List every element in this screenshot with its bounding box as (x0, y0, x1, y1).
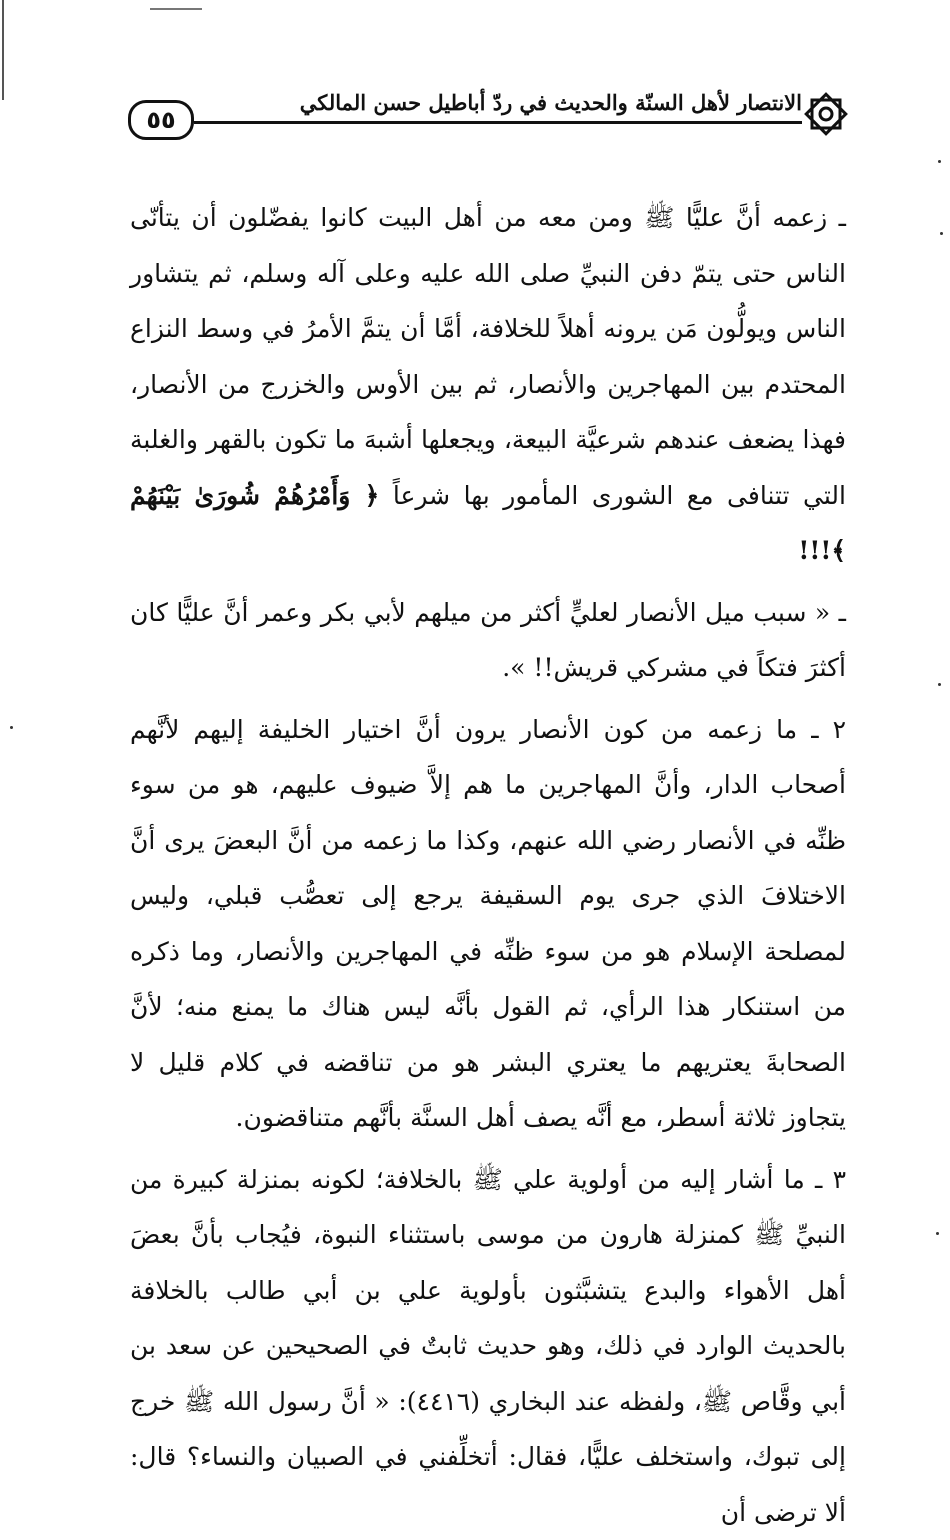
page-number: ٥٥ (128, 100, 194, 140)
scan-speck (940, 232, 943, 235)
paragraph-claim-ali-delay (130, 190, 846, 579)
header-rule (194, 121, 802, 124)
page-body (130, 190, 846, 1540)
quran-verse: ﴿ وَأَمْرُهُمْ شُورَىٰ بَيْنَهُمْ ﴾!!! (130, 481, 846, 566)
paragraph-text: ـ زعمه أنَّ عليًّا ﷺ ومن معه من أهل البيت كانوا يفضّلون أن يتأنّى الناس حتى يتمّ دفن النبيِّ صلى الله عليه وعلى آله وسلم، ثم يتشاور الناس ويولُّون مَن يرونه أهلاً للخلافة، أمَّا أن يتمَّ الأمرُ في وسط النزاع المحتدم بين المهاجرين والأنصار، ثم بين الأوس والخزرج من الأنصار، فهذا يضعف عندهم شرعيَّة البيعة، ويجعلها أشبهَ ما تكون بالقهر والغلبة التي تتنافى مع الشورى المأمور بها شرعاً (130, 203, 846, 510)
scan-speck (936, 1232, 939, 1235)
paragraph-point-2: ٢ ـ ما زعمه من كون الأنصار يرون أنَّ اختيار الخليفة إليهم لأنَّهم أصحاب الدار، وأنَّ المهاجرين ما هم إلاَّ ضيوف عليهم، هو من سوء ظنِّه في الأنصار رضي الله عنهم، وكذا ما زعمه من أنَّ البعضَ يرى أنَّ الاختلافَ الذي جرى يوم السقيفة يرجع إلى تعصُّب قبلي، وليس لمصلحة الإسلام هو من سوء ظنِّه في المهاجرين والأنصار، وما ذكره من استنكار هذا الرأي، ثم القول بأنَّه ليس هناك ما يمنع منه؛ لأنَّ الصحابةَ يعتريهم ما يعتري البشر هو من تناقضه في كلام قليل لا يتجاوز ثلاثة أسطر، مع أنَّه يصف أهل السنَّة بأنَّهم متناقضون. (130, 702, 846, 1146)
scan-speck (10, 726, 13, 729)
scan-speck (938, 683, 941, 686)
octagram-ornament-icon (802, 90, 850, 138)
scan-speck (938, 160, 941, 163)
paragraph-point-3: ٣ ـ ما أشار إليه من أولوية علي ﷺ بالخلافة؛ لكونه بمنزلة كبيرة من النبيِّ ﷺ كمنزلة هارون من موسى باستثناء النبوة، فيُجاب بأنَّ بعضَ أهل الأهواء والبدع يتشبَّثون بأولوية علي بن أبي طالب بالخلافة بالحديث الوارد في ذلك، وهو حديث ثابتٌ في الصحيحين عن سعد بن أبي وقَّاص ﷺ، ولفظه عند البخاري (٤٤١٦): « أنَّ رسول الله ﷺ خرج إلى تبوك، واستخلف عليًّا، فقال: أتخلِّفني في الصبيان والنساء؟ قال: ألا ترضى أن (130, 1152, 846, 1540)
scan-edge-mark (150, 8, 202, 10)
scan-edge-mark (2, 0, 4, 100)
paragraph-ansar-inclination: ـ « سبب ميل الأنصار لعليٍّ أكثر من ميلهم لأبي بكر وعمر أنَّ عليًّا كان أكثرَ فتكاً في مشركي قريش!! ». (130, 585, 846, 696)
page-header (128, 88, 850, 164)
running-title: الانتصار لأهل السنّة والحديث في ردّ أباطيل حسن المالكي (294, 88, 802, 118)
